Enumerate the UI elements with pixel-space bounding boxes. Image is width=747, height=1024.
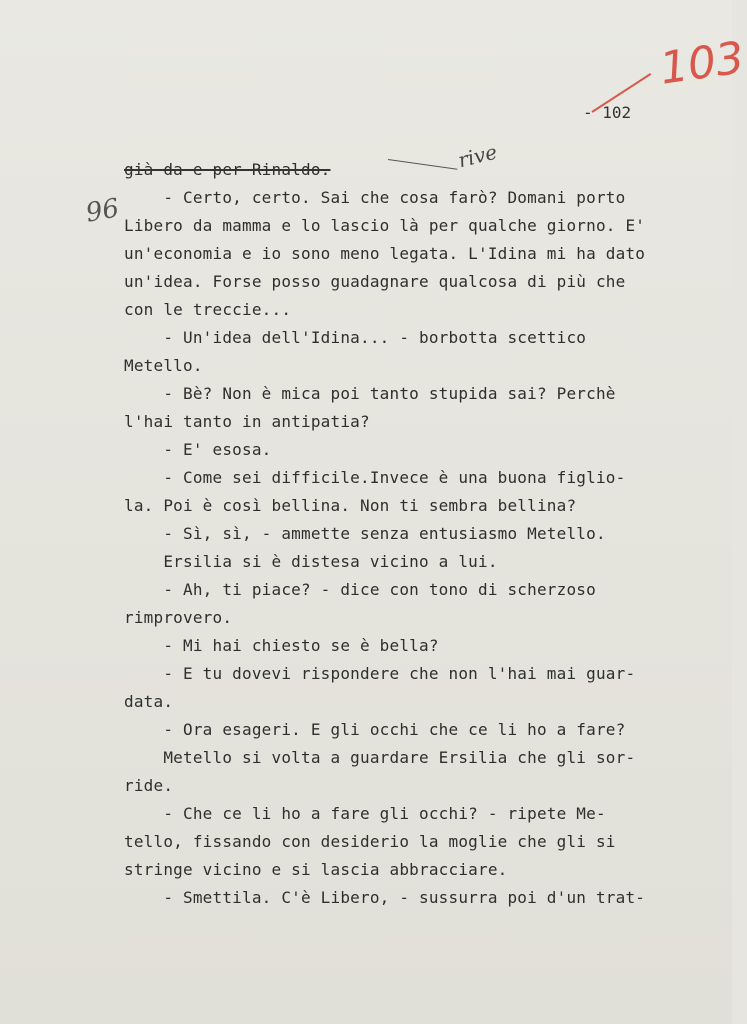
text-line-23: - Che ce li ho a fare gli occhi? - ripete Me- <box>124 804 606 823</box>
text-line-5: con le treccie... <box>124 300 292 319</box>
text-line-3: un'economia e io sono meno legata. L'Idina mi ha dato <box>124 244 646 263</box>
text-line-19: data. <box>124 692 174 711</box>
text-line-11: - Come sei difficile.Invece è una buona figlio- <box>124 468 626 487</box>
text-line-15: - Ah, ti piace? - dice con tono di scherzoso <box>124 580 596 599</box>
text-line-2: Libero da mamma e lo lascio là per qualche giorno. E' <box>124 216 646 235</box>
insert-pointer-line <box>388 159 457 170</box>
text-line-26: - Smettila. C'è Libero, - sussurra poi d'un trat- <box>124 888 646 907</box>
text-line-14: Ersilia si è distesa vicino a lui. <box>124 552 498 571</box>
text-line-12: la. Poi è così bellina. Non ti sembra bellina? <box>124 496 577 515</box>
text-line-9: l'hai tanto in antipatia? <box>124 412 370 431</box>
text-line-4: un'idea. Forse posso guadagnare qualcosa di più che <box>124 272 626 291</box>
text-line-6: - Un'idea dell'Idina... - borbotta scettico <box>124 328 587 347</box>
text-line-16: rimprovero. <box>124 608 233 627</box>
text-line-20: - Ora esageri. E gli occhi che ce li ho a fare? <box>124 720 626 739</box>
handwritten-insert-note: rive <box>455 139 500 173</box>
text-line-1: - Certo, certo. Sai che cosa farò? Domani porto <box>124 188 626 207</box>
handwritten-page-number: 103 <box>656 32 747 95</box>
typed-page-number: - 102 <box>583 103 632 122</box>
text-line-21: Metello si volta a guardare Ersilia che gli sor- <box>124 748 636 767</box>
text-line-17: - Mi hai chiesto se è bella? <box>124 636 439 655</box>
text-line-24: tello, fissando con desiderio la moglie che gli si <box>124 832 616 851</box>
text-line-13: - Sì, sì, - ammette senza entusiasmo Metello. <box>124 524 606 543</box>
text-line-7: Metello. <box>124 356 203 375</box>
text-line-18: - E tu dovevi rispondere che non l'hai mai guar- <box>124 664 636 683</box>
text-line-0: già da e per Rinaldo. <box>124 160 331 179</box>
text-line-8: - Bè? Non è mica poi tanto stupida sai? Perchè <box>124 384 616 403</box>
text-line-25: stringe vicino e si lascia abbracciare. <box>124 860 508 879</box>
text-line-10: - E' esosa. <box>124 440 272 459</box>
text-line-22: ride. <box>124 776 174 795</box>
margin-note: 96 <box>83 193 122 229</box>
